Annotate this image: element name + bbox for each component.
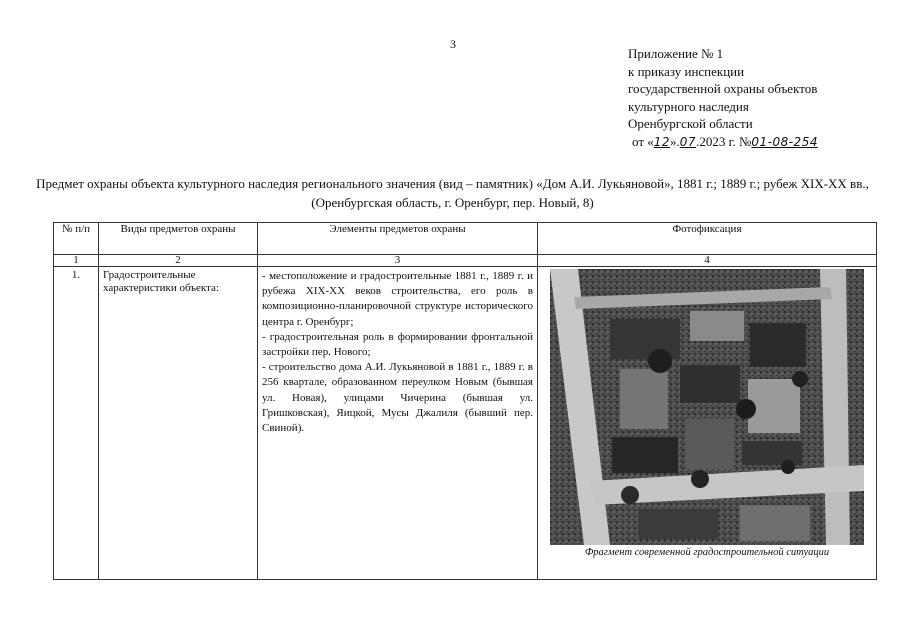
header-elements: Элементы предметов охраны [258,223,538,255]
date-day-handwritten: 12 [653,134,671,149]
appendix-block [628,45,818,151]
header-photo: Фотофиксация [538,223,877,255]
page-number: 3 [450,37,456,51]
aerial-photo [550,269,864,545]
column-number: 2 [99,255,258,267]
row-photo-cell [538,267,877,580]
header-types: Виды предметов охраны [99,223,258,255]
column-number-row [54,255,877,267]
date-month-handwritten: 07 [679,134,697,149]
table-row [54,267,877,580]
row-number: 1. [54,267,99,580]
photo-caption: Фрагмент современной градостроительной ситуации [584,547,830,558]
appendix-line: Оренбургской области [628,116,753,131]
column-number: 1 [54,255,99,267]
row-protection-type: Градостроительные характеристики объекта: [99,267,258,580]
header-number: № п/п [54,223,99,255]
protection-subject-table [53,222,877,580]
appendix-line: к приказу инспекции [628,63,745,79]
column-number: 4 [538,255,877,267]
column-number: 3 [258,255,538,267]
date-year: .2023 г. № [696,133,752,149]
date-mid: ». [670,133,680,149]
date-prefix: от « [632,133,654,149]
element-item: - строительство дома А.И. Лукьяновой в 1881 г., 1889 г. в 256 квартале, образованном переулком Новым (бывшая ул. Новая), улицами Чичерина (бывшая ул. Гришковская), Яицкой, Мусы Джалиля (бывший пер. Свиной). [262,361,533,435]
appendix-line: государственной охраны объектов [628,81,818,96]
appendix-line: культурного наследия [628,98,749,114]
element-item: - градостроительная роль в формировании фронтальной застройки пер. Нового; [262,330,533,359]
element-item: - местоположение и градостроительные 1881 г., 1889 г. и рубежа XIX-XX веков строительства, его роль в композиционно-планировочной структуре исторического центра г. Оренбург; [262,270,533,328]
row-elements [258,267,538,580]
document-title: Предмет охраны объекта культурного наследия регионального значения (вид – памятник) «Дом А.И. Лукьяновой», 1881 г.; 1889 г.; рубеж XIX-XX вв., (Оренбургская область, г. Оренбург, пер. Новый, 8) [36,176,869,210]
table-header-row [54,223,877,255]
order-number-handwritten: 01-08-254 [751,134,818,149]
order-date-line [628,133,818,152]
appendix-line: Приложение № 1 [628,46,724,61]
